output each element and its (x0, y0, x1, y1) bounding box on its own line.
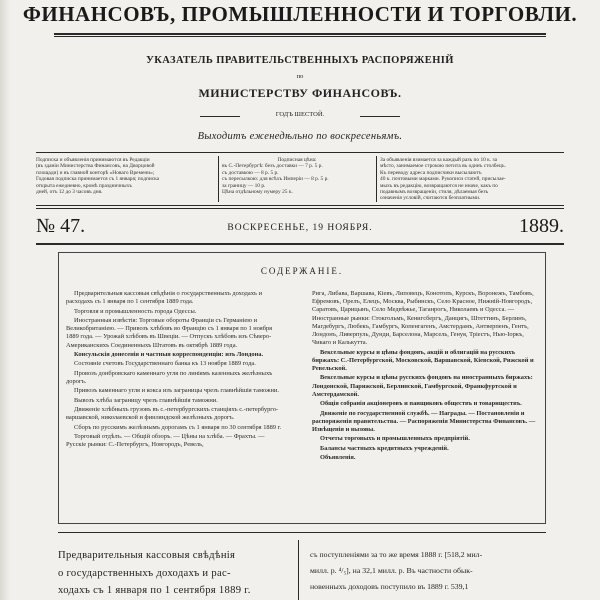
issue-year: 1889. (519, 215, 564, 237)
masthead-rule-thin (54, 36, 546, 37)
contents-item: Консульскія донесенія и частныя корреспонденціи: изъ Лондона. (74, 350, 264, 358)
article-line: Предварительныя кассовыя свѣдѣнія (58, 550, 236, 561)
contents-item: Общія собранія акціонеровъ и паищиковъ обществъ и товариществъ. (320, 400, 522, 408)
subscription-line: открыта ежедневно, кромѣ праздничныхъ (36, 182, 132, 189)
price-line: Цѣна отдѣльному нумеру 25 к. (222, 189, 293, 196)
price-line: за границу — 10 р. (222, 182, 266, 189)
article-left-column (58, 547, 286, 600)
article-line: о государственныхъ доходахъ и рас- (58, 567, 231, 579)
advert-line: 40 к. почтовыми марками. Рукописи статей, присылае- (380, 176, 506, 183)
contents-item: Вексельные курсы и цѣны фондовъ, акцій и облигацій на русскихъ биржахъ: С.-Петербургской, Московской, Варшавской, Кіевской, Рижской и Ревельской. (312, 348, 534, 373)
contents-item: Состояніе счетовъ Государственнаго банка къ 13 ноября 1889 года. (74, 360, 256, 368)
contents-title: СОДЕРЖАНІЕ. (260, 266, 344, 276)
issue-rule (36, 243, 564, 245)
contents-item: Вывозъ хлѣба заграницу чрезъ главнѣйшія таможни. (74, 396, 218, 404)
year-rule-right (360, 116, 400, 117)
subscription-line: площади) и въ главной конторѣ «Новаго Времени»; (36, 169, 155, 176)
info-divider-1 (218, 156, 219, 202)
contents-item: Балансы частныхъ кредитныхъ учрежденій. (320, 444, 449, 452)
advert-line: За объявленія взимается за каждый разъ по 10 к. за (380, 157, 498, 163)
price-info (222, 157, 372, 195)
price-line: Подписная цѣна: (277, 157, 317, 163)
subscription-info (36, 157, 214, 195)
contents-item: Движеніе хлѣбныхъ грузовъ въ с.-петербургскихъ станціяхъ с.-петербурго-варшавской, николаевской и финляндской желѣзныхъ дорогъ. (66, 406, 279, 422)
subscription-line: дней, отъ 12 до 3 часовъ дня. (36, 189, 103, 196)
info-divider-2 (376, 156, 377, 202)
subscription-line: Подписка и объявленія принимаются въ Редакціи (36, 157, 150, 163)
subscription-line: (въ зданіи Министерства Финансовъ, на Дворцовой (36, 163, 155, 170)
advert-line: Къ переводу адреса подписчики высылаютъ (380, 169, 482, 176)
subtitle-line-2: по (296, 73, 304, 80)
contents-item: Рига, Либава, Варшава, Кіевъ, Липовецъ, Конотопъ, Курскъ, Воронежъ, Тамбовъ, Ефремовъ, Орелъ, Елецъ, Москва, Рыбинскъ, Село Красное, Нижній-Новгородъ, Саратовъ, Царицынъ, Село Медвѣжье, Таганрогъ, Николаевъ и Одесса. — Иностранные рынки: Стокгольмъ, Кенигсбергъ, Данцигъ, Штеттинъ, Берлинъ, Магдебургъ, Любекъ, Гамбургъ, Копенгагенъ, Амстердамъ, Антверпенъ, Гентъ, Лондонъ, Ливерпуль, Дунди, Барселона, Марсель, Генуя, Тріестъ, Нью-Іоркъ, Чикаго и Калькутта. (312, 290, 534, 347)
contents-right-column (312, 290, 538, 464)
contents-item: Предварительныя кассовыя свѣдѣнія о государственныхъ доходахъ и расходахъ съ 1 января по 1 сентября 1889 года. (66, 290, 263, 306)
advert-line: мыхъ въ редакцію, возвращаются не иначе, какъ по (380, 182, 498, 189)
contents-item: Отчеты торговыхъ и промышленныхъ предпріятій. (320, 435, 470, 443)
subtitle-line-3: МИНИСТЕРСТВУ ФИНАНСОВЪ. (198, 86, 402, 100)
contents-item: Торговля и промышленность города Одессы. (74, 307, 197, 315)
contents-item: Провозъ донбровскаго каменнаго угля по линіямъ казенныхъ желѣзныхъ дорогъ. (66, 369, 273, 385)
article-rule (58, 532, 546, 533)
price-line: въ С.-Петербургѣ: безъ доставки — 7 р. 5 р. (222, 163, 323, 170)
weekly-line: Выходитъ еженедѣльно по воскресеньямъ. (197, 131, 403, 142)
article-line: ходахъ съ 1 января по 1 сентября 1889 г. (58, 585, 251, 596)
contents-item: Вексельные курсы и цѣны русскихъ фондовъ на иностранныхъ биржахъ: Лондонской, Парижской, Берлинской, Гамбургской, Франкфуртской и Амстердамской. (312, 374, 533, 398)
subscription-line: Годовая подписка принимается съ 1 января; подписка (36, 176, 160, 183)
article-right-column (310, 547, 548, 595)
contents-item: Движеніе по государственной службѣ. — Награды. — Постановленія и распоряженія правительства. — Распоряженія Министерства Финансовъ. — Извѣщенія и вызовы. (312, 409, 536, 433)
advert-line: подавнымъ возвращеніи, стиля, дѣлаемыя безъ (380, 189, 489, 196)
year-label: ГОДЪ ШЕСТОЙ. (275, 111, 325, 118)
advert-line: означенія условій, считаются безплатными. (380, 195, 481, 202)
contents-left-column (66, 290, 286, 451)
info-rule-bottom-thin (36, 208, 564, 209)
contents-item: Объявленія. (320, 454, 356, 462)
advert-line: мѣсто, занимаемое строкою петита въ одинъ столбецъ. (380, 163, 506, 170)
contents-item: Привозъ каменнаго угля и кокса изъ заграницы чрезъ главнѣйшія таможни. (74, 387, 279, 395)
contents-item: Торговый отдѣлъ. — Общій обзоръ. — Цѣны на хлѣба. — Фрахты. — Русскіе рынки: С.-Петербургъ, Новгородъ, Ревель, (66, 433, 265, 449)
article-column-divider (298, 540, 299, 600)
contents-item: Иностранныя извѣстія: Торговые обороты Франціи съ Германіею и Великобританіею. — Привозъ хлѣбовъ во Францію съ 1 января по 1 ноября 1889 года. — Урожай хлѣбовъ въ Швеціи. — Отпускъ хлѣбовъ изъ Сѣверо-Американскихъ Соединенныхъ Штатовъ въ октябрѣ 1889 года. (66, 316, 273, 349)
article-line: съ поступленіями за то же время 1888 г. [518,2 мил- (310, 550, 483, 559)
price-line: съ пересылкою: для всѣхъ Имперіи — 8 р. 5 р. (222, 176, 329, 183)
issue-date: ВОСКРЕСЕНЬЕ, 19 НОЯБРЯ. (227, 223, 373, 233)
article-line: милл. р. ⁴/₅], на 32,1 милл. р. Въ частности обык- (310, 566, 473, 575)
masthead-rule-top (54, 33, 546, 35)
contents-item: Сборъ по русскимъ желѣзнымъ дорогамъ съ 1 января по 30 сентября 1889 г. (74, 423, 282, 431)
info-rule-bottom (36, 205, 564, 206)
info-rule-top (36, 152, 564, 153)
masthead-title: ФИНАНСОВЪ, ПРОМЫШЛЕННОСТИ И ТОРГОВЛИ. (22, 2, 578, 26)
price-line: съ доставкою — 8 р. 5 р. (222, 169, 279, 176)
subtitle-line-1: УКАЗАТЕЛЬ ПРАВИТЕЛЬСТВЕННЫХЪ РАСПОРЯЖЕНІЙ (146, 55, 454, 66)
advert-info (380, 157, 566, 202)
issue-number: № 47. (36, 215, 86, 237)
article-line: новенныхъ доходовъ поступило въ 1889 г. 539,1 (310, 582, 469, 591)
